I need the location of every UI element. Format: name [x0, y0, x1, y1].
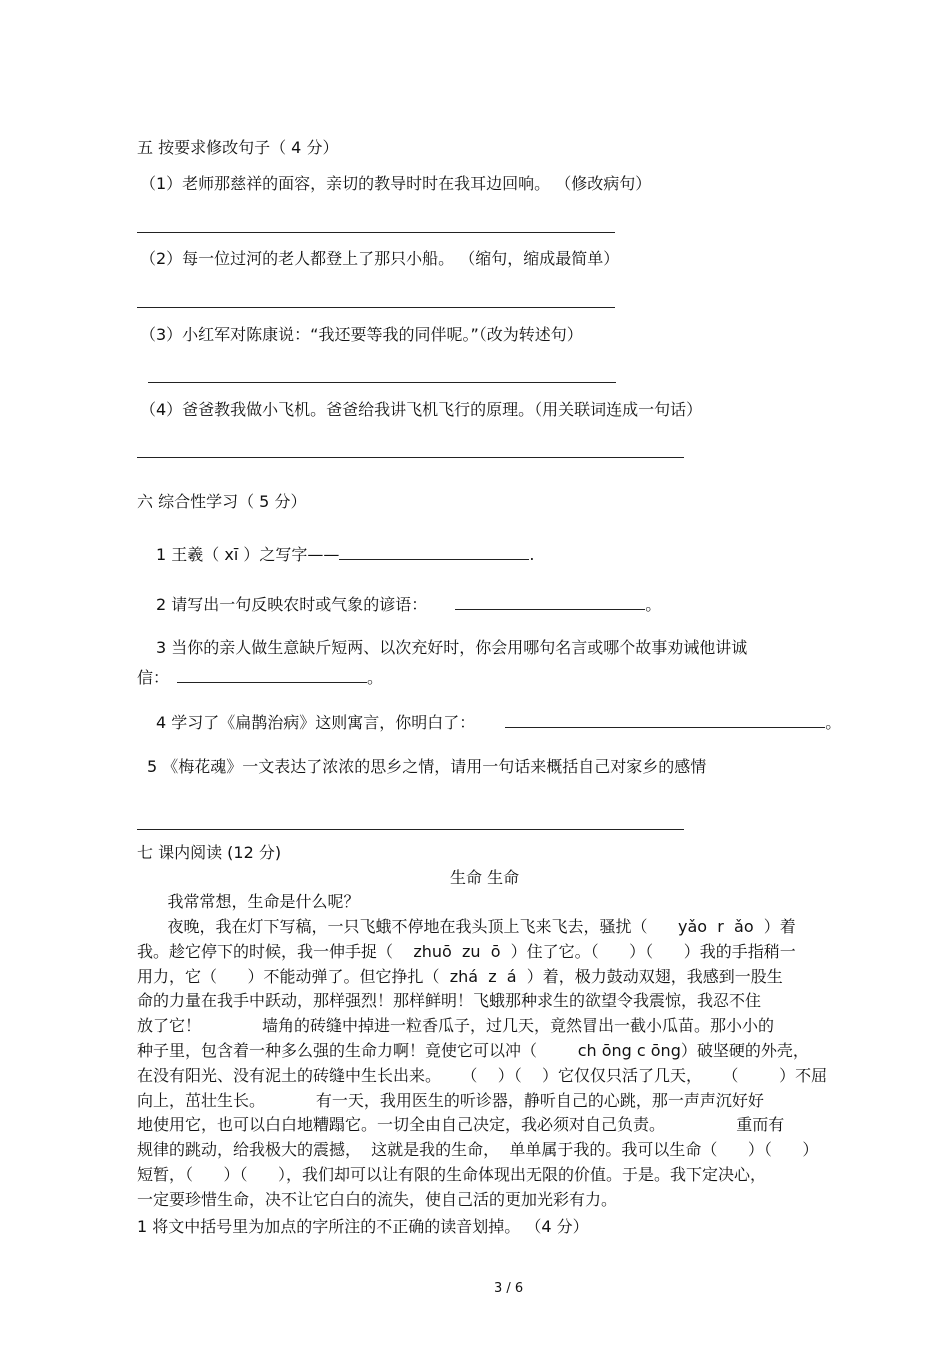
answer-blank-6-2[interactable]: [455, 595, 645, 610]
question-5-4: （4）爸爸教我做小飞机。爸爸给我讲飞机飞行的原理。（用关联词连成一句话）: [140, 400, 703, 419]
answer-line-5-4[interactable]: [137, 457, 684, 458]
question-6-2-end: 。: [645, 595, 662, 614]
answer-line-5-1[interactable]: [137, 232, 615, 233]
question-6-1: [156, 545, 534, 563]
section-6-title: 六 综合性学习（ 5 分）: [137, 492, 307, 511]
passage-line: 在没有阳光、没有泥土的砖缝中生长出来。 （ ）（ ）它仅仅只活了几天， （ ）不屈: [137, 1066, 828, 1085]
section-7-title: 七 课内阅读 (12 分): [137, 843, 282, 862]
question-6-2-text: 2 请写出一句反映农时或气象的谚语：: [156, 595, 428, 614]
answer-blank-6-4[interactable]: [505, 713, 825, 728]
passage-line: 短暂，（ ）（ ），我们却可以让有限的生命体现出无限的价值。于是。我下定决心，: [137, 1165, 767, 1184]
question-6-2: [156, 595, 661, 613]
passage-title: 生命 生命: [450, 868, 520, 887]
question-6-1-end: .: [529, 545, 535, 564]
passage-line: 一定要珍惜生命，决不让它白白的流失，使自己活的更加光彩有力。: [137, 1190, 618, 1209]
answer-blank-6-3[interactable]: [177, 668, 367, 683]
passage-line: 夜晚，我在灯下写稿，一只飞蛾不停地在我头顶上飞来飞去，骚扰（ yǎo r ǎo ）着: [137, 917, 796, 936]
question-6-4-end: 。: [825, 713, 842, 732]
section-5-title: 五 按要求修改句子（ 4 分）: [137, 138, 339, 157]
question-6-5: 5 《梅花魂》一文表达了浓浓的思乡之情，请用一句话来概括自己对家乡的感情: [147, 757, 707, 776]
question-6-4: [156, 713, 841, 731]
question-6-3-end: 。: [367, 668, 384, 687]
question-7-1: 1 将文中括号里为加点的字所注的不正确的读音划掉。 （4 分）: [137, 1217, 589, 1236]
passage-line: 用力，它（ ）不能动弹了。但它挣扎（ zhá z á ）着，极力鼓动双翅，我感到一股生: [137, 967, 783, 986]
answer-line-5-2[interactable]: [137, 307, 615, 308]
passage-line: 我常常想，生命是什么呢？: [137, 892, 360, 911]
answer-line-6-5[interactable]: [137, 829, 684, 830]
question-6-1-text: 1 王羲（ xī ）之写字——: [156, 545, 340, 564]
passage-line: 地使用它，也可以白白地糟蹋它。一切全由自己决定，我必须对自己负责。 重而有: [137, 1115, 785, 1134]
passage-line: 规律的跳动，给我极大的震撼， 这就是我的生命， 单单属于我的。我可以生命（ ）（ ）: [137, 1140, 819, 1159]
passage-line: 向上，茁壮生长。 有一天，我用医生的听诊器，静听自己的心跳，那一声声沉好好: [137, 1091, 764, 1110]
passage-line: 放了它！ 墙角的砖缝中掉进一粒香瓜子，过几天，竟然冒出一截小瓜苗。那小小的: [137, 1016, 775, 1035]
passage-line: 种子里，包含着一种多么强的生命力啊！竟使它可以冲（ ch ōng c ōng）破坚硬的外壳，: [137, 1041, 809, 1060]
question-5-2: （2）每一位过河的老人都登上了那只小船。 （缩句，缩成最简单）: [140, 249, 620, 268]
question-6-3-label: 信：: [137, 668, 170, 687]
passage-line: 命的力量在我手中跃动，那样强烈！那样鲜明！飞蛾那种求生的欲望令我震惊，我忍不住: [137, 991, 762, 1010]
question-5-3: （3）小红军对陈康说：“我还要等我的同伴呢。”（改为转述句）: [140, 325, 583, 344]
question-6-3-cont: [137, 668, 383, 686]
question-6-4-text: 4 学习了《扁鹊治病》这则寓言，你明白了：: [156, 713, 476, 732]
answer-blank-6-1[interactable]: [339, 545, 529, 560]
question-5-1: （1）老师那慈祥的面容，亲切的教导时时在我耳边回响。 （修改病句）: [140, 174, 652, 193]
page-number: 3 / 6: [494, 1281, 524, 1296]
question-6-3: 3 当你的亲人做生意缺斤短两、以次充好时，你会用哪句名言或哪个故事劝诫他讲诚: [156, 638, 748, 657]
answer-line-5-3[interactable]: [148, 382, 616, 383]
passage-line: 我。趁它停下的时候，我一伸手捉（ zhuō zu ō ）住了它。（ ）（ ）我的手指稍一: [137, 942, 796, 961]
